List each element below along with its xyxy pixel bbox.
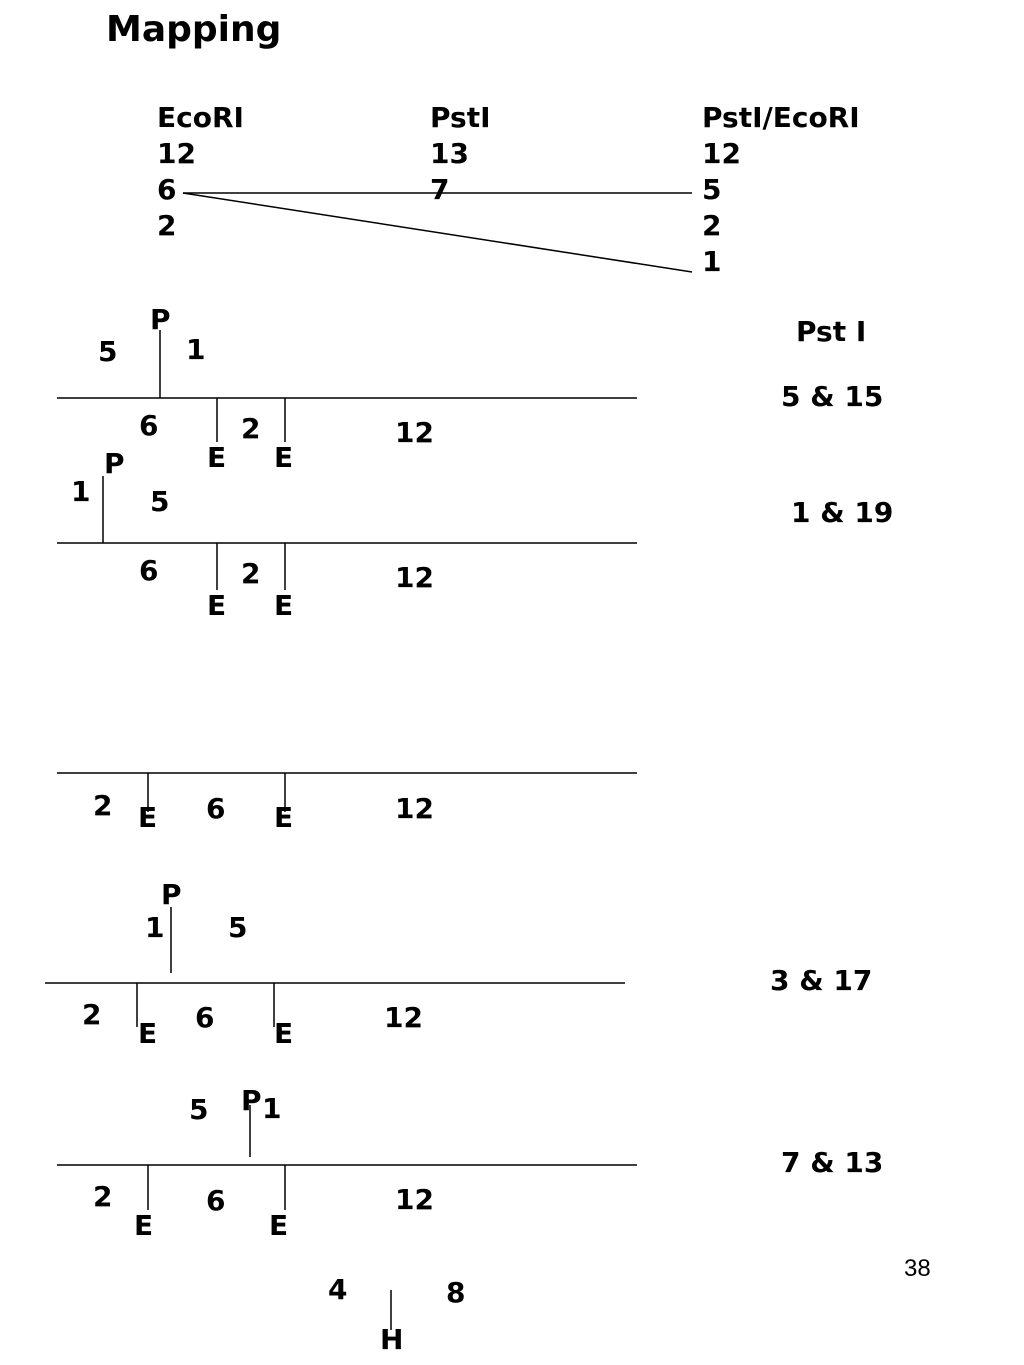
segment-label: 2 — [82, 998, 102, 1031]
segment-label: 2 — [93, 1180, 113, 1213]
fragment-size: 5 — [702, 173, 722, 206]
fragment-size: 12 — [157, 137, 196, 170]
segment-label: 2 — [93, 789, 113, 822]
hind-site-label: H — [380, 1323, 404, 1356]
segment-label: 12 — [395, 561, 434, 594]
pst-heading: Pst I — [796, 315, 867, 348]
ecori-site-label: E — [269, 1209, 289, 1242]
segment-label: 2 — [241, 412, 261, 445]
ecori-site-label: E — [274, 1017, 294, 1050]
ecori-site-label: E — [274, 589, 294, 622]
ecori-site-label: E — [134, 1209, 154, 1242]
segment-label: 6 — [206, 1184, 226, 1217]
segment-label: 6 — [139, 409, 159, 442]
fragment-size: 1 — [702, 245, 722, 278]
fragment-size: 2 — [157, 209, 177, 242]
fragment-label: 1 — [71, 475, 91, 508]
segment-label: 12 — [395, 1183, 434, 1216]
column-header: PstI — [430, 101, 491, 134]
segment-label: 6 — [195, 1001, 215, 1034]
ecori-site-label: E — [138, 801, 158, 834]
fragment-size: 6 — [157, 173, 177, 206]
fragment-label: 1 — [145, 911, 165, 944]
fragment-label: 1 — [186, 333, 206, 366]
fragment-size: 2 — [702, 209, 722, 242]
fragment-size: 13 — [430, 137, 469, 170]
page-number: 38 — [904, 1255, 931, 1282]
fragment-label: 5 — [228, 911, 248, 944]
ecori-site-label: E — [274, 441, 294, 474]
result-label: 3 & 17 — [770, 964, 873, 997]
fragment-label: 4 — [328, 1273, 348, 1306]
fragment-label: 1 — [262, 1092, 282, 1125]
pst-site-label: P — [104, 447, 125, 480]
column-header: PstI/EcoRI — [702, 101, 860, 134]
result-label: 1 & 19 — [791, 496, 894, 529]
ecori-site-label: E — [138, 1017, 158, 1050]
segment-label: 6 — [206, 792, 226, 825]
column-header: EcoRI — [157, 101, 244, 134]
ecori-site-label: E — [274, 801, 294, 834]
fragment-label: 5 — [150, 485, 170, 518]
slide-title: Mapping — [106, 9, 282, 50]
pst-site-label: P — [241, 1084, 262, 1117]
fragment-label: 5 — [189, 1093, 209, 1126]
connector-line — [183, 193, 692, 272]
ecori-site-label: E — [207, 589, 227, 622]
ecori-site-label: E — [207, 441, 227, 474]
pst-site-label: P — [161, 878, 182, 911]
segment-label: 12 — [384, 1001, 423, 1034]
result-label: 5 & 15 — [781, 380, 884, 413]
segment-label: 12 — [395, 416, 434, 449]
fragment-label: 8 — [446, 1276, 466, 1309]
segment-label: 12 — [395, 792, 434, 825]
segment-label: 2 — [241, 557, 261, 590]
segment-label: 6 — [139, 554, 159, 587]
result-label: 7 & 13 — [781, 1146, 884, 1179]
fragment-size: 7 — [430, 173, 450, 206]
fragment-size: 12 — [702, 137, 741, 170]
pst-site-label: P — [150, 303, 171, 336]
fragment-label: 5 — [98, 335, 118, 368]
